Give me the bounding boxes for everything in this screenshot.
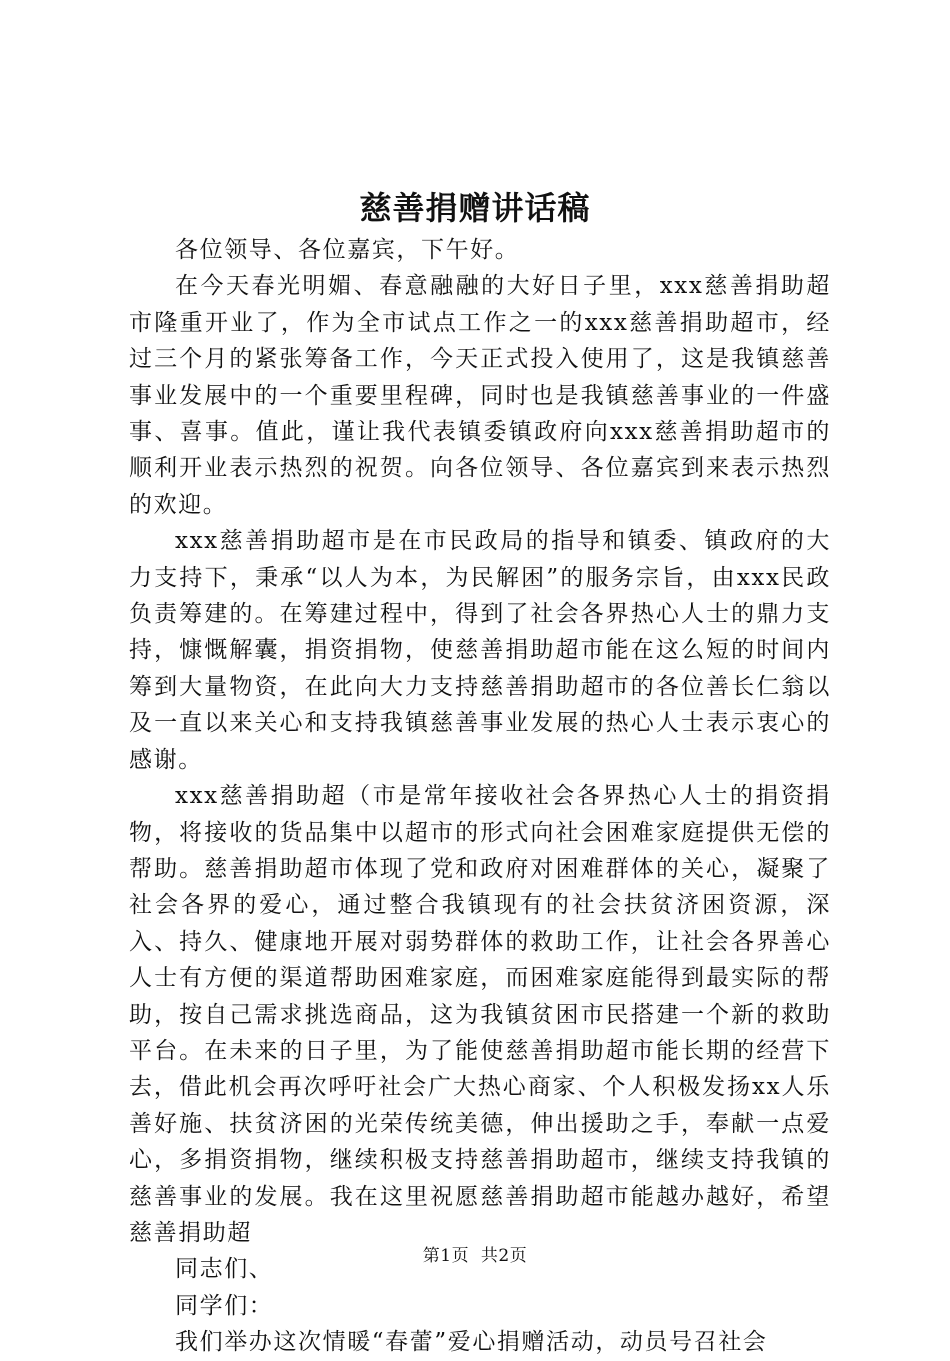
paragraph-salutation-students: 同学们： <box>175 1292 274 1319</box>
page-number: 第1页 <box>422 1246 470 1266</box>
document-body <box>129 232 831 1361</box>
paragraph-purpose: xxx慈善捐助超（市是常年接收社会各界热心人士的捐资捐物，将接收的货品集中以超市的形式向社会困难家庭提供无偿的帮助。慈善捐助超市体现了党和政府对困难群体的关心，凝聚了社会各界的爱心，通过整合我镇现有的社会扶贫济困资源，深入、持久、健康地开展对弱势群体的救助工作，让社会各界善心人士有方便的渠道帮助困难家庭，而困难家庭能得到最实际的帮助，按自己需求挑选商品，这为我镇贫困市民搭建一个新的救助平台。在未来的日子里，为了能使慈善捐助超市能长期的经营下去，借此机会再次呼吁社会广大热心商家、个人积极发扬xx人乐善好施、扶贫济困的光荣传统美德，伸出援助之手，奉献一点爱心，多捐资捐物，继续积极支持慈善捐助超市，继续支持我镇的慈善事业的发展。我在这里祝愿慈善捐助超市能越办越好，希望慈善捐助超 <box>129 783 831 1246</box>
page-footer <box>0 1244 950 1268</box>
paragraph-activity: 我们举办这次情暖“春蕾”爱心捐赠活动，动员号召社会 <box>175 1329 768 1356</box>
paragraph-background: xxx慈善捐助超市是在市民政局的指导和镇委、镇政府的大力支持下，秉承“以人为本，为民解困”的服务宗旨，由xxx民政负责筹建的。在筹建过程中，得到了社会各界热心人士的鼎力支持，慷慨解囊，捐资捐物，使慈善捐助超市能在这么短的时间内筹到大量物资，在此向大力支持慈善捐助超市的各位善长仁翁以及一直以来关心和支持我镇慈善事业发展的热心人士表示衷心的感谢。 <box>129 528 831 773</box>
paragraph-opening: 在今天春光明媚、春意融融的大好日子里，xxx慈善捐助超市隆重开业了，作为全市试点工作之一的xxx慈善捐助超市，经过三个月的紧张筹备工作，今天正式投入使用了，这是我镇慈善事业发展中的一个重要里程碑，同时也是我镇慈善事业的一件盛事、喜事。值此，谨让我代表镇委镇政府向xxx慈善捐助超市的顺利开业表示热烈的祝贺。向各位领导、各位嘉宾到来表示热烈的欢迎。 <box>129 273 831 518</box>
paragraph-greeting: 各位领导、各位嘉宾，下午好。 <box>175 237 520 263</box>
document-title: 慈善捐赠讲话稿 <box>359 189 591 227</box>
page-total: 共2页 <box>480 1246 528 1266</box>
paragraph-salutation-comrades: 同志们、 <box>175 1256 274 1283</box>
